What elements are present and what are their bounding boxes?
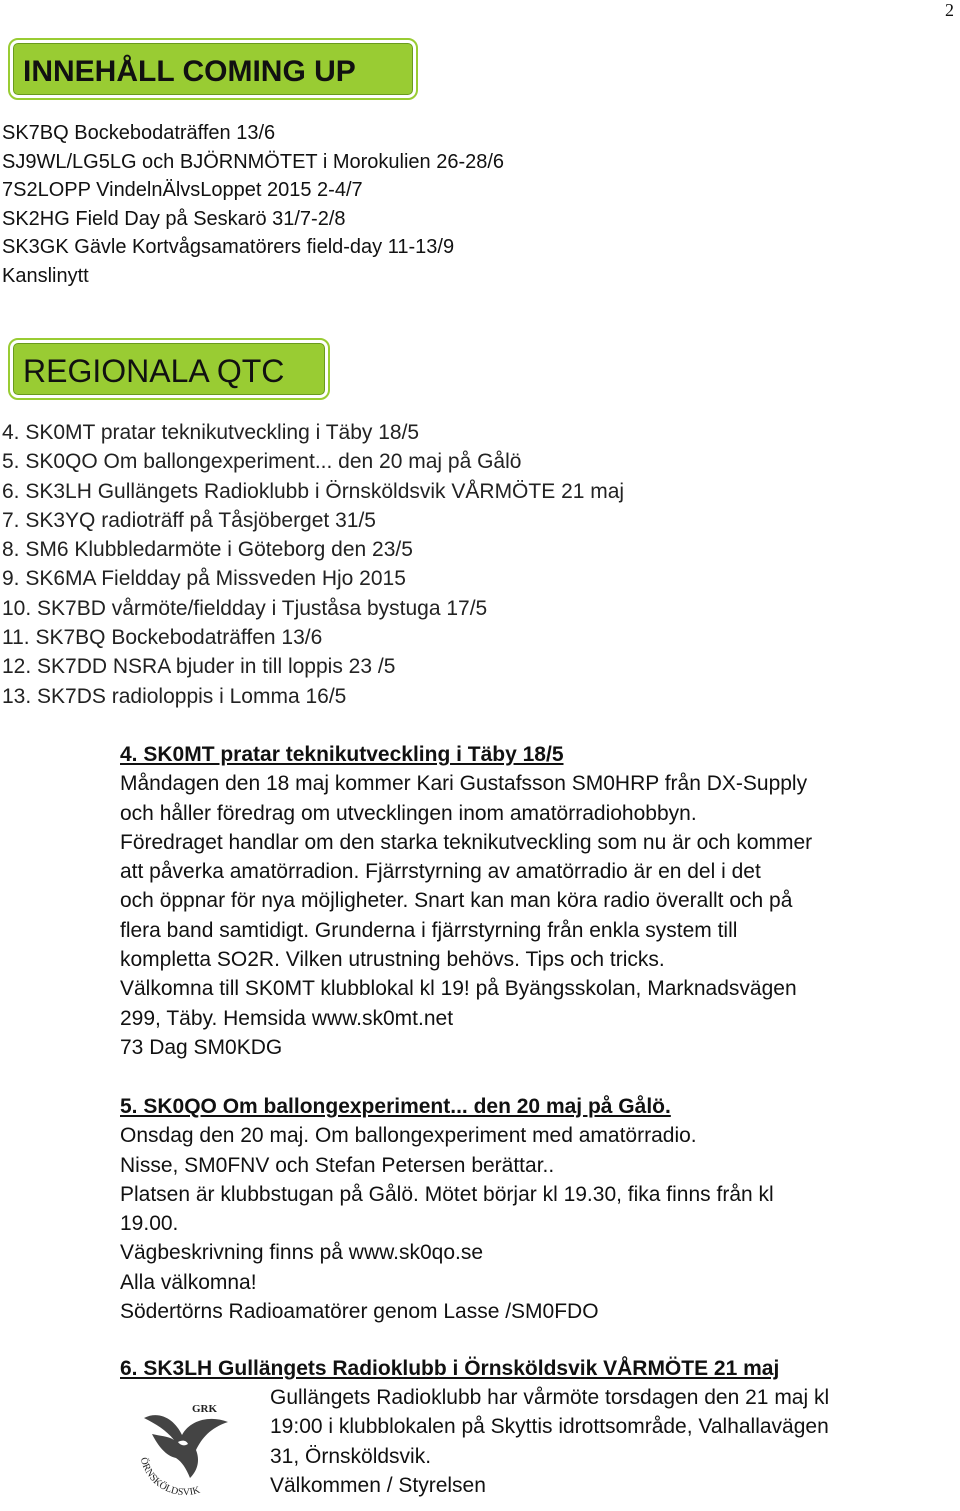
article-line: 31, Örnsköldsvik. <box>270 1444 432 1468</box>
article-line: 73 Dag SM0KDG <box>120 1035 283 1059</box>
eagle-icon <box>144 1415 228 1478</box>
grk-eagle-logo <box>130 1390 240 1500</box>
article-line: Gullängets Radioklubb har vårmöte torsdagen den 21 maj kl <box>270 1386 830 1409</box>
regional-title: REGIONALA QTC <box>23 353 285 389</box>
article-line: 19:00 i klubblokalen på Skyttis idrottsområde, Valhallavägen <box>270 1415 829 1439</box>
article-line: Onsdag den 20 maj. Om ballongexperiment med amatörradio. <box>120 1124 697 1148</box>
regional-item: 9. SK6MA Fieldday på Missveden Hjo 2015 <box>2 567 406 591</box>
regional-item: 11. SK7BQ Bockebodaträffen 13/6 <box>2 626 323 650</box>
article-heading: 4. SK0MT pratar teknikutveckling i Täby 18/5 <box>120 743 564 766</box>
regional-item: 8. SM6 Klubbledarmöte i Göteborg den 23/5 <box>2 538 413 562</box>
regional-item: 7. SK3YQ radioträff på Tåsjöberget 31/5 <box>2 508 376 532</box>
article-sk3lh-body <box>270 1383 829 1500</box>
article-sk0mt <box>120 740 812 1062</box>
regional-item: 5. SK0QO Om ballongexperiment... den 20 maj på Gålö <box>2 450 522 474</box>
coming-up-header-box <box>10 40 416 98</box>
article-line: Måndagen den 18 maj kommer Kari Gustafsson SM0HRP från DX-Supply <box>120 772 808 796</box>
article-line: och håller föredrag om utvecklingen inom amatörradiohobbyn. <box>120 801 697 825</box>
coming-up-item: SK3GK Gävle Kortvågsamatörers field-day 11-13/9 <box>2 236 455 258</box>
regional-item: 13. SK7DS radioloppis i Lomma 16/5 <box>2 684 347 708</box>
page-number: 2 <box>945 0 954 20</box>
article-line: Föredraget handlar om den starka teknikutveckling som nu är och kommer <box>120 830 813 854</box>
coming-up-item: SK7BQ Bockebodaträffen 13/6 <box>2 122 276 144</box>
logo-top-text: GRK <box>192 1403 218 1415</box>
regional-item: 10. SK7BD vårmöte/fieldday i Tjuståsa bystuga 17/5 <box>2 596 488 620</box>
coming-up-list <box>2 119 504 290</box>
coming-up-item: SK2HG Field Day på Seskarö 31/7-2/8 <box>2 207 346 230</box>
article-line: att påverka amatörradion. Fjärrstyrning av amatörradio är en del i det <box>120 860 761 884</box>
coming-up-item: Kanslinytt <box>2 264 89 287</box>
article-heading: 5. SK0QO Om ballongexperiment... den 20 maj på Gålö. <box>120 1095 671 1118</box>
article-sk3lh <box>120 1354 779 1383</box>
article-line: Vägbeskrivning finns på www.sk0qo.se <box>120 1241 484 1265</box>
regional-item: 12. SK7DD NSRA bjuder in till loppis 23 /5 <box>2 655 396 679</box>
article-line: Södertörns Radioamatörer genom Lasse /SM0FDO <box>120 1300 599 1324</box>
regional-item: 6. SK3LH Gullängets Radioklubb i Örnsköldsvik VÅRMÖTE 21 maj <box>2 479 625 503</box>
regional-item: 4. SK0MT pratar teknikutveckling i Täby 18/5 <box>2 421 420 444</box>
coming-up-item: 7S2LOPP VindelnÄlvsLoppet 2015 2-4/7 <box>2 179 363 201</box>
article-line: 299, Täby. Hemsida www.sk0mt.net <box>120 1006 454 1030</box>
coming-up-item: SJ9WL/LG5LG och BJÖRNMÖTET i Morokulien 26-28/6 <box>2 150 505 173</box>
article-heading: 6. SK3LH Gullängets Radioklubb i Örnsköldsvik VÅRMÖTE 21 maj <box>120 1357 780 1380</box>
logo-bottom-text: ÖRNSKÖLDSVIK <box>137 1456 202 1499</box>
coming-up-title: INNEHÅLL COMING UP <box>23 55 356 88</box>
article-line: Alla välkomna! <box>120 1270 257 1294</box>
article-line: Välkomna till SK0MT klubblokal kl 19! på Byängsskolan, Marknadsvägen <box>120 977 797 1001</box>
article-line: Platsen är klubbstugan på Gålö. Mötet börjar kl 19.30, fika finns från kl <box>120 1182 774 1206</box>
article-sk0qo <box>120 1092 774 1326</box>
article-line: kompletta SO2R. Vilken utrustning behövs. Tips och tricks. <box>120 948 665 972</box>
article-line: flera band samtidigt. Grunderna i fjärrstyrning från enkla system till <box>120 918 738 942</box>
article-line: Nisse, SM0FNV och Stefan Petersen berättar.. <box>120 1153 555 1177</box>
regional-header-box <box>10 340 328 398</box>
article-line: Välkommen / Styrelsen <box>270 1473 486 1497</box>
article-line: och öppnar för nya möjligheter. Snart kan man köra radio överallt och på <box>120 889 793 913</box>
regional-list <box>2 418 624 711</box>
article-line: 19.00. <box>120 1212 179 1236</box>
